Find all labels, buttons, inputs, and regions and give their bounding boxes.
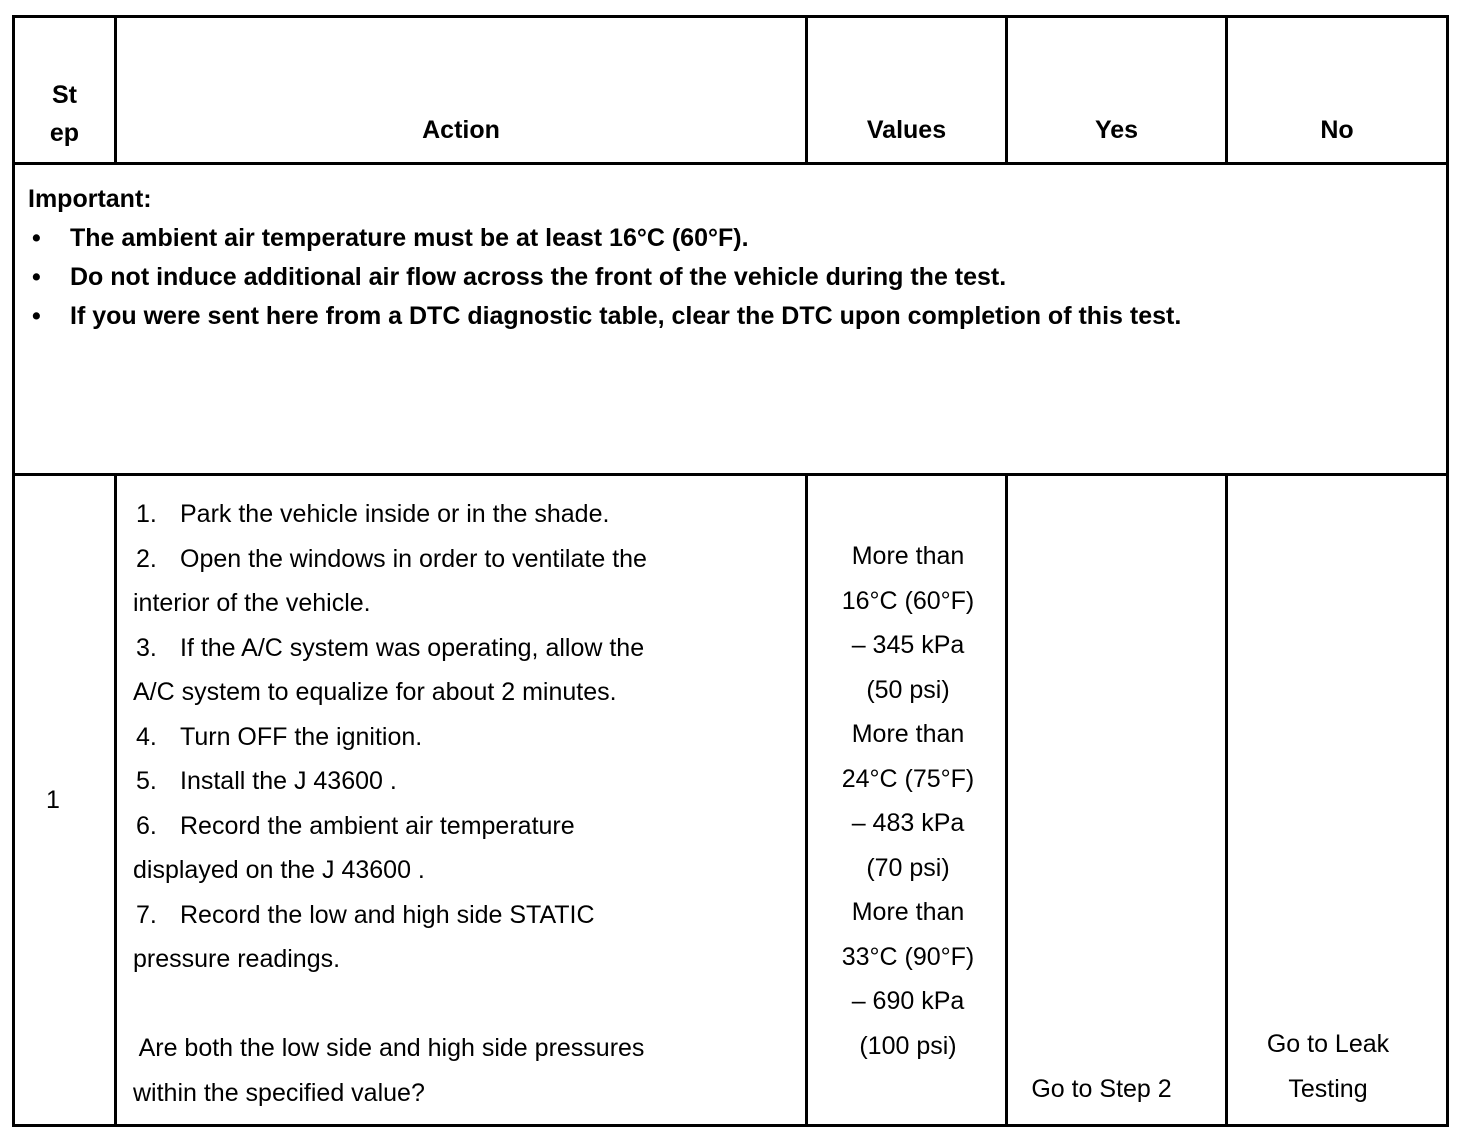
header-no: No (1320, 116, 1354, 144)
header-step-line1: St (52, 81, 77, 109)
header-step-line2: ep (49, 119, 80, 147)
value-line: 16°C (60°F) (841, 586, 975, 615)
values-list (808, 534, 1008, 1068)
col-divider-step (114, 473, 117, 1127)
no-result-line1: Go to Leak (1266, 1030, 1390, 1058)
value-line: (70 psi) (866, 853, 950, 882)
important-item: • Do not induce additional air flow across the front of the vehicle during the test. (28, 258, 1181, 297)
value-line: – 483 kPa (851, 809, 965, 837)
important-list (28, 219, 1181, 336)
value-line: (50 psi) (866, 675, 950, 704)
header-step (15, 76, 114, 152)
value-line: 33°C (90°F) (841, 942, 975, 971)
step-number: 1 (46, 786, 60, 814)
no-result (1228, 1022, 1428, 1111)
value-line: (100 psi) (859, 1031, 957, 1060)
action-line: 7. Record the low and high side STATIC (136, 900, 595, 929)
value-line: – 345 kPa (851, 631, 965, 659)
action-steps (133, 492, 803, 1115)
important-item: • The ambient air temperature must be at least 16°C (60°F). (28, 219, 1181, 258)
action-line: 5. Install the J 43600 . (136, 767, 397, 795)
table-border-bottom (12, 1124, 1449, 1127)
header-yes: Yes (1094, 116, 1139, 144)
action-line: 1. Park the vehicle inside or in the shade. (136, 500, 610, 528)
action-line: pressure readings. (133, 945, 341, 973)
bullet-icon: • (32, 263, 41, 291)
value-line: More than (851, 542, 965, 570)
important-bottom-border (12, 473, 1449, 476)
value-line: More than (851, 898, 965, 926)
header-values: Values (866, 116, 947, 144)
value-line: 24°C (75°F) (841, 764, 975, 793)
important-item: • If you were sent here from a DTC diagnostic table, clear the DTC upon completion of this test. (28, 297, 1181, 336)
value-line: – 690 kPa (851, 987, 965, 1015)
yes-result: Go to Step 2 (1031, 1075, 1172, 1103)
action-line: 6. Record the ambient air temperature (136, 811, 575, 840)
no-result-line2: Testing (1288, 1074, 1368, 1103)
action-line: A/C system to equalize for about 2 minutes. (133, 678, 617, 706)
action-line: 4. Turn OFF the ignition. (136, 722, 423, 751)
action-question: Are both the low side and high side pressures (133, 1034, 645, 1062)
action-line: 2. Open the windows in order to ventilate the (136, 544, 647, 573)
bullet-icon: • (32, 302, 41, 330)
header-action: Action (422, 116, 500, 144)
table-border-top (12, 15, 1449, 18)
action-line: 3. If the A/C system was operating, allow the (136, 633, 645, 662)
action-line: interior of the vehicle. (133, 589, 371, 617)
action-line: displayed on the J 43600 . (133, 856, 425, 884)
action-question: within the specified value? (133, 1078, 425, 1107)
table-border-left (12, 15, 15, 1127)
action-spacer (133, 982, 803, 1027)
value-line: More than (851, 720, 965, 748)
important-title: Important: (28, 185, 152, 213)
header-bottom-border (12, 162, 1449, 165)
table-border-right (1446, 15, 1449, 1127)
bullet-icon: • (32, 224, 41, 252)
